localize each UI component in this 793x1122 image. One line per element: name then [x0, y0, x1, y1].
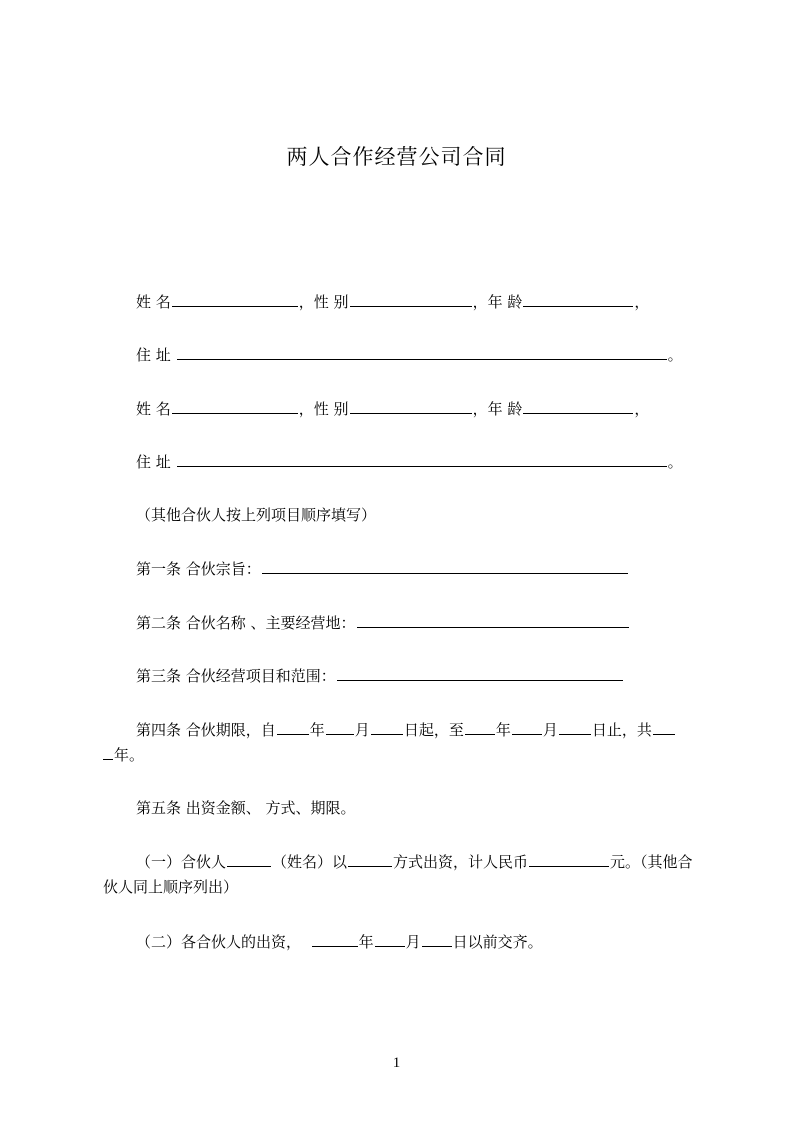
age-end: ，	[634, 400, 650, 418]
party2-address-line	[136, 451, 683, 472]
gender-label: ，性 别	[298, 293, 349, 311]
duration-blank[interactable]	[653, 719, 675, 735]
item-1-end: 元。（其他合	[610, 853, 693, 871]
age-label: ，年 龄	[472, 293, 523, 311]
age-blank[interactable]	[523, 291, 633, 307]
age-blank[interactable]	[523, 398, 633, 414]
end-year-blank[interactable]	[465, 719, 495, 735]
year-text: 年	[309, 721, 325, 739]
month-text: 月	[542, 721, 558, 739]
amount-blank[interactable]	[529, 851, 609, 867]
years-end-text: 年。	[114, 746, 145, 764]
end-day-blank[interactable]	[559, 719, 591, 735]
gender-blank[interactable]	[350, 398, 472, 414]
gender-label: ，性 别	[298, 400, 349, 418]
contribution-method-blank[interactable]	[348, 851, 392, 867]
article-5: 第五条 出资金额、 方式、期限。	[136, 799, 356, 817]
deadline-day-blank[interactable]	[422, 931, 452, 947]
article-4-label: 第四条 合伙期限，自	[136, 721, 276, 739]
year-text: 年	[358, 933, 374, 951]
end-month-blank[interactable]	[512, 719, 542, 735]
purpose-blank[interactable]	[262, 558, 628, 574]
deadline-year-blank[interactable]	[312, 931, 358, 947]
article-3-label: 第三条 合伙经营项目和范围：	[136, 667, 336, 685]
article-2	[136, 612, 630, 633]
age-end: ，	[634, 293, 650, 311]
name-and-location-blank[interactable]	[357, 612, 629, 628]
article-3	[136, 665, 624, 686]
deadline-month-blank[interactable]	[375, 931, 405, 947]
article-5-item-1	[136, 851, 693, 872]
document-title: 两人合作经营公司合同	[286, 145, 507, 169]
address-label: 住 址	[136, 346, 171, 364]
start-month-blank[interactable]	[326, 719, 354, 735]
age-label: ，年 龄	[472, 400, 523, 418]
start-year-blank[interactable]	[277, 719, 309, 735]
day-text: 日止，共	[591, 721, 652, 739]
name-label: 姓 名	[136, 400, 171, 418]
party1-info-line	[136, 291, 649, 312]
address-label: 住 址	[136, 453, 171, 471]
month-text: 月	[405, 933, 421, 951]
page-number: 1	[392, 1055, 401, 1071]
address-blank[interactable]	[177, 451, 667, 467]
article-5-item-2	[136, 931, 543, 952]
name-label: 姓 名	[136, 293, 171, 311]
gender-blank[interactable]	[350, 291, 472, 307]
address-blank[interactable]	[177, 344, 667, 360]
article-1-label: 第一条 合伙宗旨：	[136, 560, 261, 578]
partner-name-blank[interactable]	[227, 851, 271, 867]
article-4	[136, 719, 676, 740]
item-2-end: 日以前交齐。	[452, 933, 543, 951]
item-2-start: （二）各合伙人的出资，	[136, 933, 302, 951]
party1-address-line	[136, 344, 683, 365]
article-1	[136, 558, 629, 579]
item-1-start: （一）合伙人	[136, 853, 227, 871]
article-5-item-1-continuation: 伙人同上顺序列出）	[103, 878, 239, 896]
article-2-label: 第二条 合伙名称 、主要经营地：	[136, 614, 356, 632]
article-4-continuation	[103, 744, 144, 765]
address-end: 。	[667, 346, 683, 364]
scope-blank[interactable]	[337, 665, 623, 681]
party2-info-line	[136, 398, 649, 419]
name-blank[interactable]	[172, 291, 298, 307]
day-text: 日起，至	[403, 721, 464, 739]
item-1-mid: （姓名）以	[272, 853, 348, 871]
item-1-rmb: 方式出资，计人民币	[393, 853, 529, 871]
name-blank[interactable]	[172, 398, 298, 414]
address-end: 。	[667, 453, 683, 471]
month-text: 月	[354, 721, 370, 739]
year-text: 年	[495, 721, 511, 739]
other-partners-note: （其他合伙人按上列项目顺序填写）	[136, 506, 377, 524]
duration-blank-cont[interactable]	[103, 744, 113, 760]
start-day-blank[interactable]	[371, 719, 403, 735]
